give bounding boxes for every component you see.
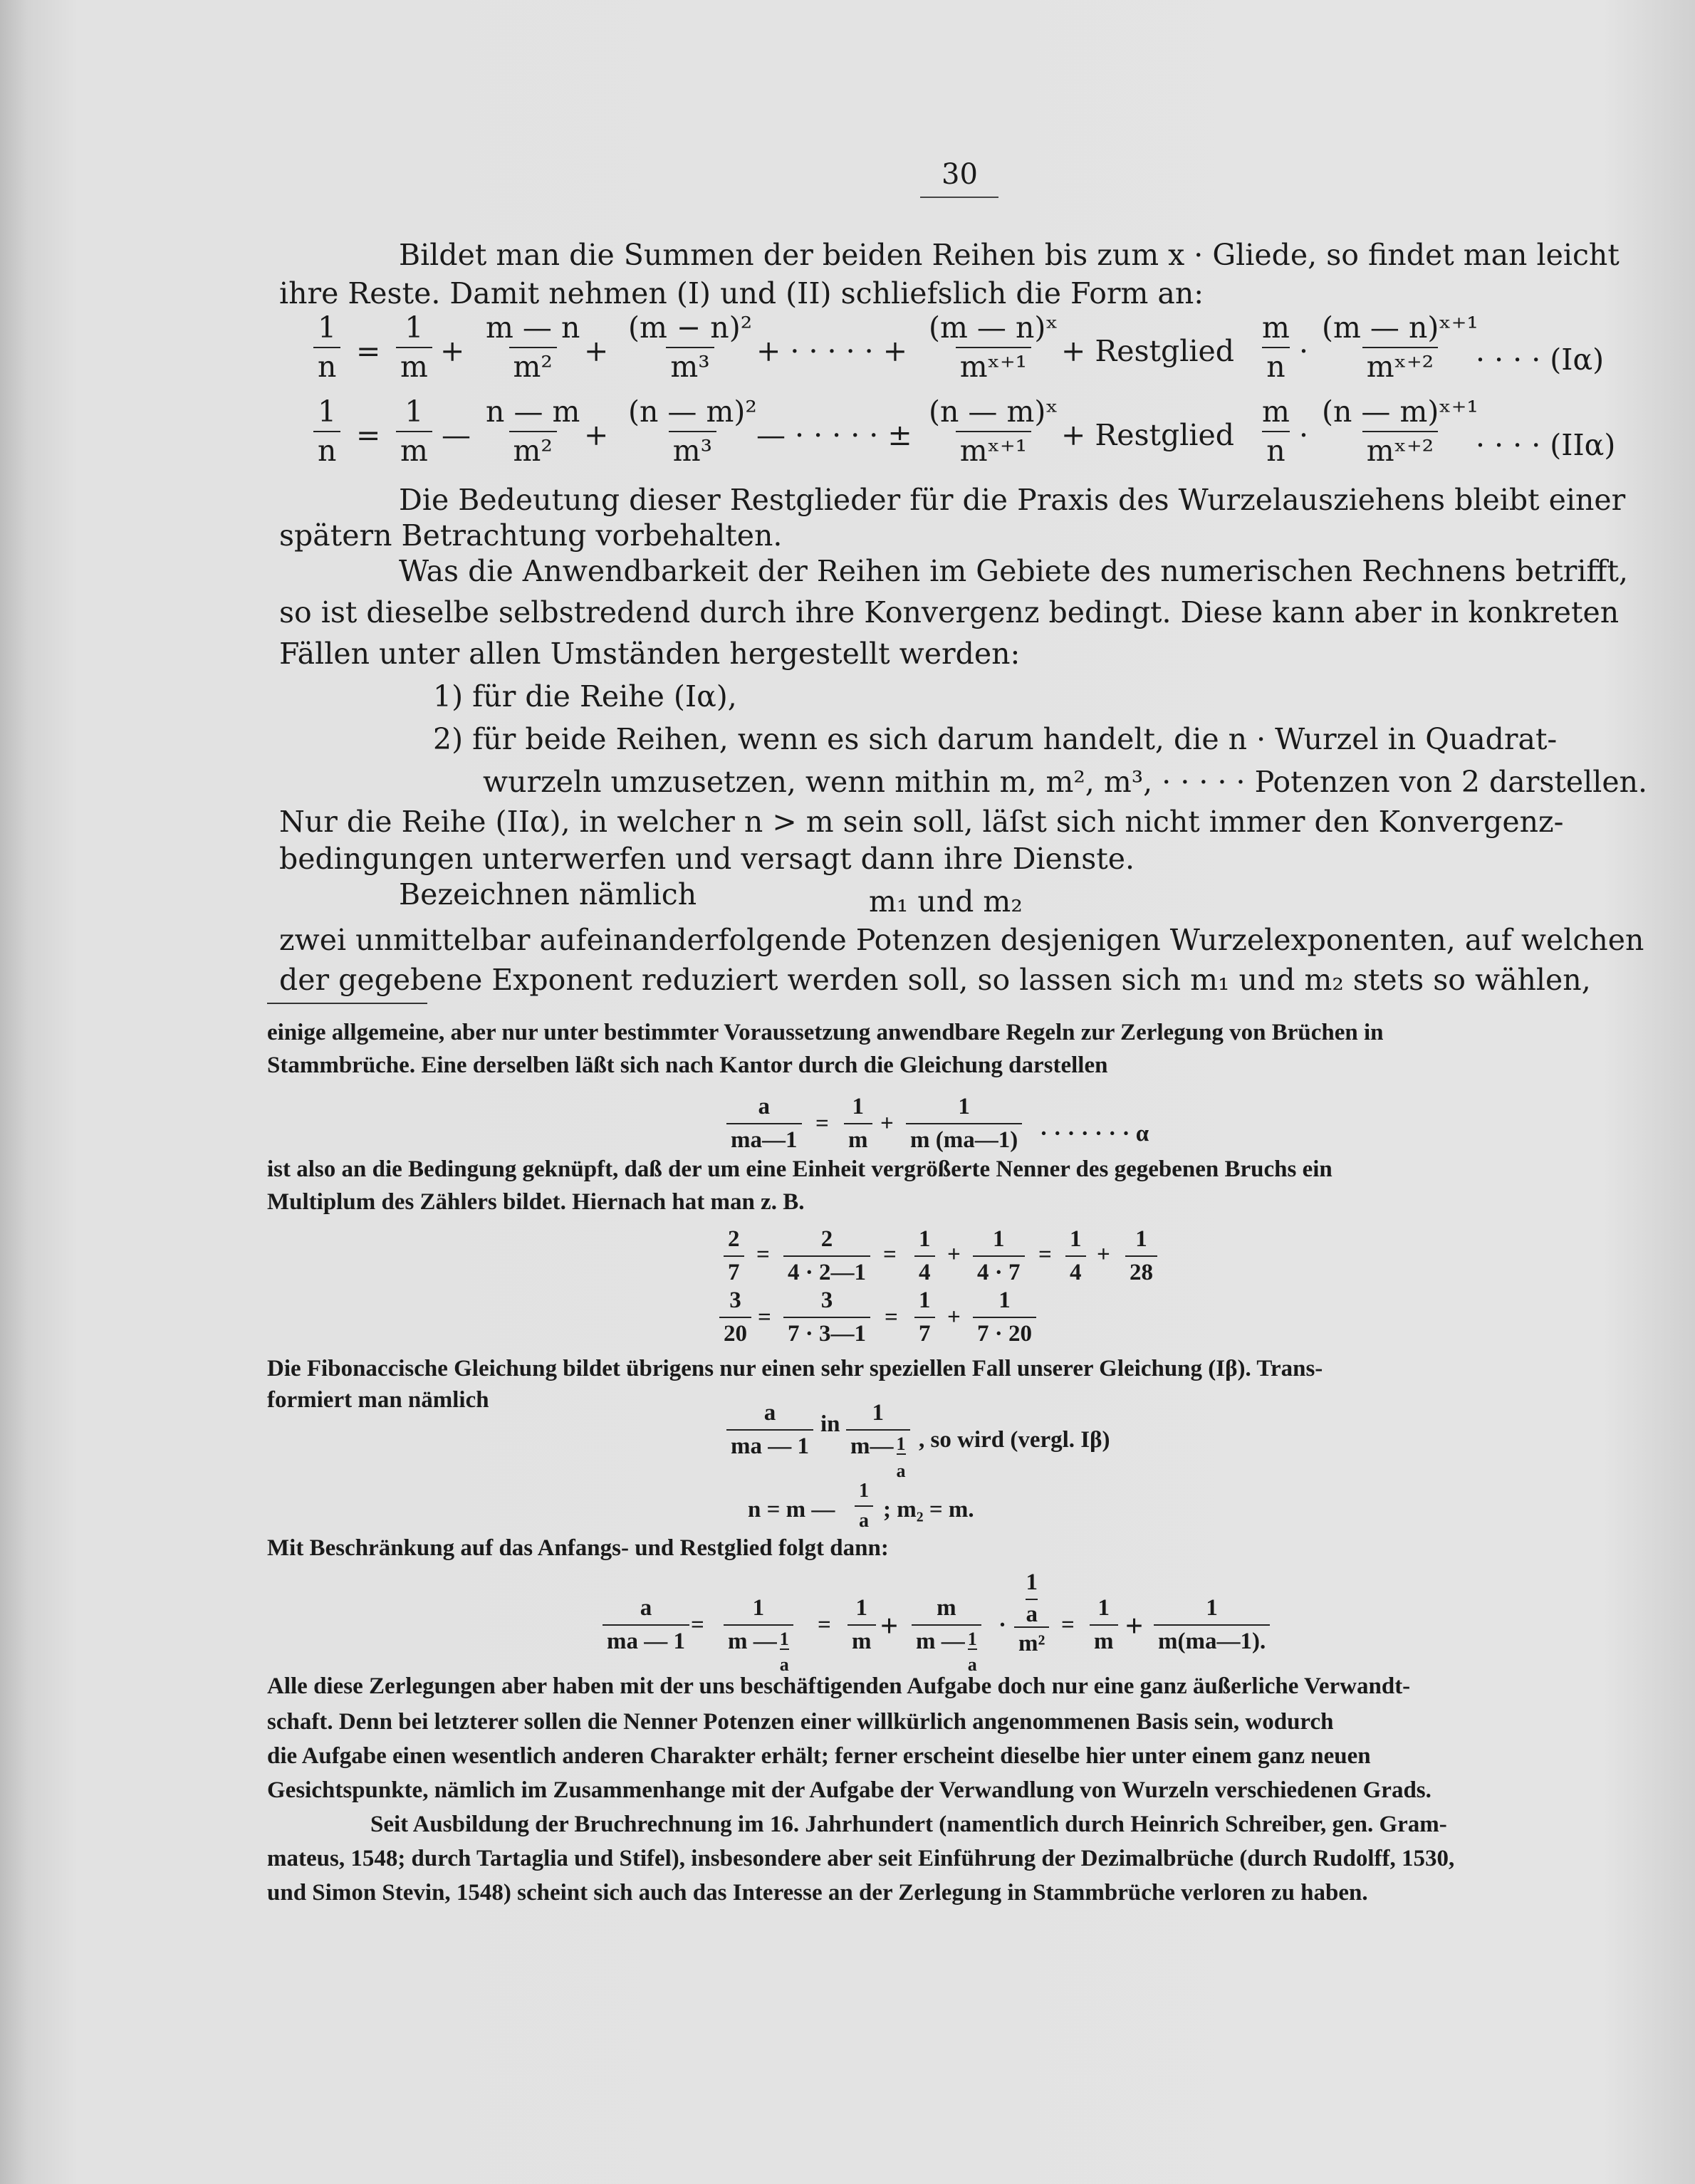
trans-b: 1 m— 1 a [846,1401,910,1480]
p5-line2: zwei unmittelbar aufeinanderfolgende Potenzen desjenigen Wurzelexponenten, auf welchen [279,923,1644,957]
p2-line1: Die Bedeutung dieser Restglieder für die Praxis des Wurzelausziehens bleibt einer [399,483,1626,517]
eq-IIa-dot: · [1299,418,1309,452]
p5-line1b: m₁ und m₂ [869,884,1023,919]
footnote-line1: einige allgemeine, aber nur unter bestimmter Voraussetzung anwendbare Regeln zur Zerlegung von Brüchen in [267,1020,1384,1045]
eq-Ia-t2: $\frac{m — n}{\text{m²}}$ [486,310,580,384]
eq-Ia-t1: $\frac{1}{m}$ [396,313,432,382]
eq-IIa-restglied: + Restglied [1061,418,1235,452]
trans-in: in [820,1411,840,1437]
list-item-2-line1: 2) für beide Reihen, wenn es sich darum handelt, die n · Wurzel in Quadrat- [433,722,1558,756]
eq-Ia-tag: · · · · (Iα) [1476,343,1605,377]
eq-IIa-r2: $\frac{\text{(n — m)ˣ⁺¹}}{\text{mˣ⁺²}}$ [1322,395,1478,468]
ex1-plus1: + [947,1242,961,1268]
footnote-line6: formiert man nämlich [267,1387,489,1413]
eq-IIa-t1: $\frac{1}{m}$ [396,397,432,466]
big-d: m m — 1 a [912,1597,981,1674]
eq-IIa-t3: $\frac{\text{(n — m)²}}{\text{m³}}$ [628,395,757,468]
ex1-e: $\frac{1}{4}$ [1065,1228,1086,1285]
ex2-eq1: = [758,1305,771,1330]
footnote-line4: Multiplum des Zählers bildet. Hiernach hat man z. B. [267,1189,805,1215]
big-eq3: = [1061,1612,1075,1638]
footnote-line12: Seit Ausbildung der Bruchrechnung im 16. Jahrhundert (namentlich durch Heinrich Schreiber, gen. Gram- [370,1812,1447,1837]
big-eq2: = [818,1612,831,1638]
eq-IIa-plus: + [584,418,609,452]
big-dot: · [998,1612,1007,1638]
ex1-c: $\frac{1}{4}$ [914,1228,935,1285]
p4-line1: Nur die Reihe (IIα), in welcher n > m sein soll, läſst sich nicht immer den Konvergenz- [279,805,1564,839]
big-e: 1 a m² [1014,1571,1049,1656]
footnote-line3: ist also an die Bedingung geknüpft, daß der um eine Einheit vergrößerte Nenner des gegebenen Bruchs ein [267,1156,1332,1182]
p1-line1: Bildet man die Summen der beiden Reihen bis zum x · Gliede, so findet man leicht [399,238,1620,272]
nline-pre: n = m — [748,1497,835,1522]
eq-alpha-b: $\frac{1}{m}$ [844,1095,872,1152]
big-plus2: + [1125,1609,1144,1644]
trans-tail: , so wird (vergl. Iβ) [919,1427,1110,1453]
p1-line2: ihre Reste. Damit nehmen (I) und (II) schliefslich die Form an: [279,276,1204,310]
eq-alpha-plus: + [880,1111,894,1137]
ex1-eq1: = [756,1242,770,1268]
ex2-eq2: = [885,1305,898,1330]
footnote-line7: Mit Beschränkung auf das Anfangs- und Restglied folgt dann: [267,1535,889,1561]
page-number: 30 [942,158,978,191]
eq-IIa-t2: $\frac{n — m}{\text{m²}}$ [486,395,580,468]
eq-IIa-t4: $\frac{\text{(n — m)ˣ}}{\text{mˣ⁺¹}}$ [929,395,1058,468]
footnote-line5: Die Fibonaccische Gleichung bildet übrigens nur einen sehr speziellen Fall unserer Gleichung (Iβ). Trans- [267,1356,1323,1381]
eq-Ia-plus: + [440,334,465,368]
eq-IIa-dots: — · · · · · ± [756,418,912,452]
ex2-a: $\frac{3}{20}$ [719,1289,751,1346]
nline-frac: $\frac{1}{a}$ [855,1481,873,1531]
eq-Ia-restglied: + Restglied [1061,334,1235,368]
footnote-line14: und Simon Stevin, 1548) scheint sich auch das Interesse an der Zerlegung in Stammbrüche verloren zu haben. [267,1880,1368,1906]
list-item-1: 1) für die Reihe (Iα), [433,679,737,714]
ex2-b: $\frac{3}{7 \cdot 3—1}$ [783,1289,870,1346]
p3-line1: Was die Anwendbarkeit der Reihen im Gebiete des numerischen Rechnens betrifft, [399,554,1629,588]
footnote-line9: schaft. Denn bei letzterer sollen die Nenner Potenzen einer willkürlich angenommenen Basis sein, wodurch [267,1709,1334,1735]
ex1-plus2: + [1097,1242,1110,1268]
eq-alpha-tag: · · · · · · · α [1040,1121,1149,1146]
p5-line3: der gegebene Exponent reduziert werden soll, so lassen sich m₁ und m₂ stets so wählen, [279,963,1591,997]
footnote-line2: Stammbrüche. Eine derselben läßt sich nach Kantor durch die Gleichung darstellen [267,1052,1108,1078]
p3-line2: so ist dieselbe selbstredend durch ihre Konvergenz bedingt. Diese kann aber in konkreten [279,595,1620,629]
ex1-f: $\frac{1}{28}$ [1125,1228,1157,1285]
big-b: 1 m — 1 a [724,1597,793,1674]
page-number-rule [920,197,998,198]
eq-Ia-t4: $\frac{\text{(m — n)ˣ}}{\text{mˣ⁺¹}}$ [929,310,1058,384]
eq-Ia-dot: · [1299,334,1309,368]
ex2-c: $\frac{1}{7}$ [914,1289,935,1346]
eq-Ia-t3: $\frac{\text{(m − n)²}}{\text{m³}}$ [628,310,753,384]
eq-IIa-equals: = [356,418,381,452]
eq-Ia-r1: $\frac{m}{n}$ [1262,310,1290,384]
ex1-eq2: = [883,1242,897,1268]
big-f: $\frac{1}{m}$ [1090,1597,1118,1653]
eq-alpha-a: $\frac{a}{ma—1}$ [726,1095,802,1152]
ex1-b: $\frac{2}{4 \cdot 2—1}$ [783,1228,870,1285]
ex1-eq3: = [1038,1242,1052,1268]
eq-alpha-c: $\frac{1}{m (ma—1)}$ [906,1095,1022,1152]
eq-Ia-lhs: $\frac{1}{n}$ [313,313,340,382]
eq-alpha-eq: = [815,1111,829,1137]
eq-Ia-plus2: + [584,334,609,368]
big-eq1: = [691,1612,704,1638]
p3-line3: Fällen unter allen Umständen hergestellt werden: [279,637,1021,671]
trans-a: $\frac{a}{ma — 1}$ [726,1401,813,1458]
ex2-d: $\frac{1}{7 \cdot 20}$ [973,1289,1036,1346]
big-g: $\frac{1}{m(ma—1).}$ [1154,1597,1270,1653]
eq-IIa-tag: · · · · (IIα) [1476,428,1616,462]
footnote-line13: mateus, 1548; durch Tartaglia und Stifel), insbesondere aber seit Einführung der Dezimalbrüche (durch Rudolff, 1530, [267,1846,1455,1871]
p5-line1a: Bezeichnen nämlich [399,877,697,911]
eq-IIa-r1: $\frac{m}{n}$ [1262,395,1290,468]
ex2-plus: + [947,1305,961,1330]
big-a: $\frac{a}{ma — 1}$ [603,1597,689,1653]
p2-line2: spätern Betrachtung vorbehalten. [279,518,783,553]
eq-Ia-r2: $\frac{\text{(m — n)ˣ⁺¹}}{\text{mˣ⁺²}}$ [1322,310,1478,384]
ex1-a: $\frac{2}{7}$ [724,1228,744,1285]
ex1-d: $\frac{1}{4 \cdot 7}$ [973,1228,1025,1285]
eq-Ia-dots: + · · · · · + [756,334,908,368]
eq-IIa-lhs: $\frac{1}{n}$ [313,397,340,466]
big-plus1: + [880,1609,899,1644]
p4-line2: bedingungen unterwerfen und versagt dann ihre Dienste. [279,842,1135,876]
footnote-line10: die Aufgabe einen wesentlich anderen Charakter erhält; ferner erscheint dieselbe hier unter einem ganz neuen [267,1743,1371,1769]
footnote-line11: Gesichtspunkte, nämlich im Zusammenhange mit der Aufgabe der Verwandlung von Wurzeln verschiedenen Grads. [267,1777,1431,1803]
eq-Ia-equals: = [356,334,381,368]
nline-post: ; m₂ = m. [883,1497,974,1522]
eq-IIa-minus: — [442,418,471,452]
footnote-line8: Alle diese Zerlegungen aber haben mit der uns beschäftigenden Aufgabe doch nur eine ganz äußerliche Verwandt- [267,1673,1411,1699]
list-item-2-line2: wurzeln umzusetzen, wenn mithin m, m², m³, · · · · · Potenzen von 2 darstellen. [483,765,1648,799]
big-c: $\frac{1}{m}$ [848,1597,876,1653]
footnote-rule [267,1003,427,1004]
